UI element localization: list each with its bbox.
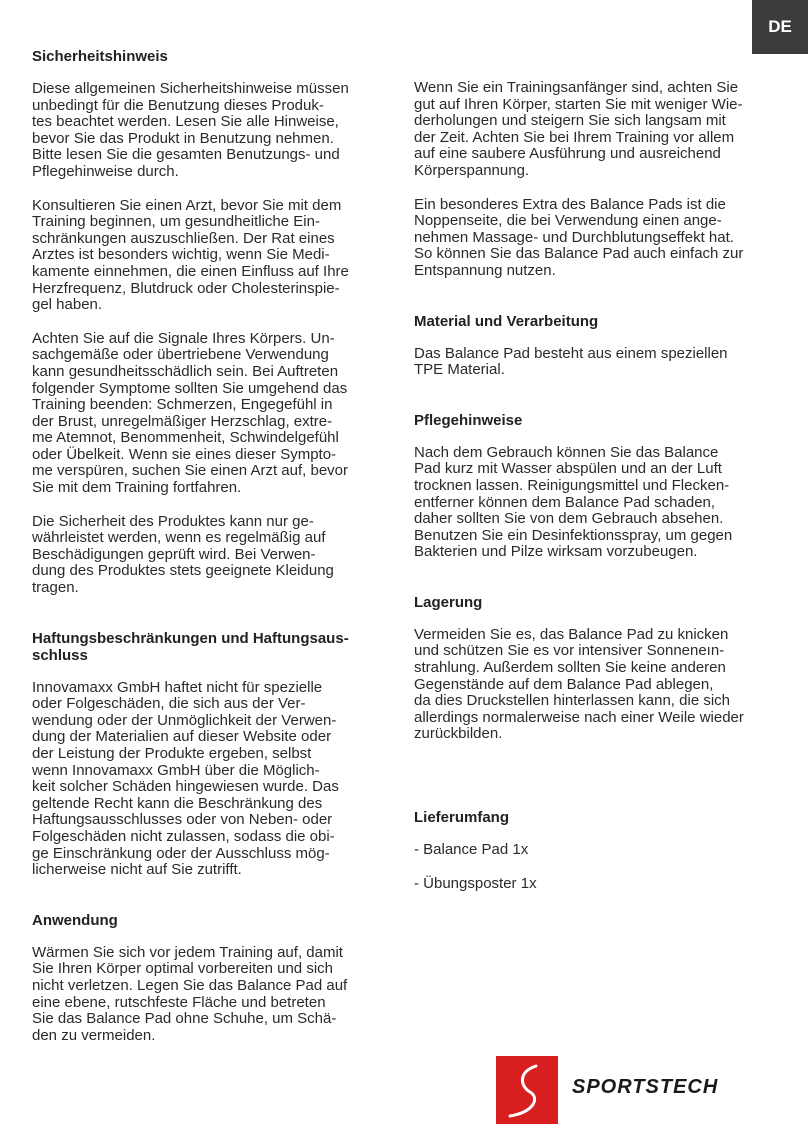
left-column [32, 48, 368, 1044]
heading-anwendung: Anwendung [32, 911, 118, 929]
heading-material: Material und Verarbeitung [414, 312, 599, 330]
language-tab: DE [752, 0, 808, 54]
heading-haftung: Haftungsbeschränkungen und Haftungsaus- schluss [32, 629, 349, 664]
sportstech-logo [496, 1056, 756, 1126]
right-column [414, 80, 750, 892]
list-item: - Balance Pad 1x [414, 841, 529, 859]
paragraph: Vermeiden Sie es, das Balance Pad zu knicken und schützen Sie es vor intensiver Sonneneın- strahlung. Außerdem sollten Sie keine anderen Gegenstände auf dem Balance Pad ablegen, da dies Druckstellen hinterlassen kann, die sich allerdings normalerweise nach einer Weile wieder zurückbilden. [414, 625, 744, 743]
heading-lagerung: Lagerung [414, 593, 483, 611]
paragraph: Achten Sie auf die Signale Ihres Körpers. Un- sachgemäße oder übertriebene Verwendung kann gesundheitsschädlich sein. Bei Auftreten folgender Symptome sollten Sie umgehend das Training beenden: Schmerzen, Engegefühl in der Brust, unregelmäßiger Herzschlag, extre- me Atemnot, Benommenheit, Schwindelgefühl oder Übelkeit. Wenn sie eines dieser Sympto- me verspüren, suchen Sie einen Arzt auf, bevor Sie mit dem Training fortfahren. [32, 329, 349, 497]
paragraph: Konsultieren Sie einen Arzt, bevor Sie mit dem Training beginnen, um gesundheitliche Ein- schränkungen auszuschließen. Der Rat eines Arztes ist besonders wichtig, wenn Sie Medi- kamente einnehmen, die einen Einfluss auf Ihre Herzfrequenz, Blutdruck oder Cholesterinspie- gel haben. [32, 196, 349, 314]
paragraph: Diese allgemeinen Sicherheitshinweise müssen unbedingt für die Benutzung dieses Produk- tes beachtet werden. Lesen Sie alle Hinweise, bevor Sie das Produkt in Benutzung nehmen. Bitte lesen Sie die gesamten Benutzungs- und Pflegehinweise durch. [32, 80, 349, 180]
heading-sicherheit: Sicherheitshinweis [32, 48, 168, 65]
heading-pflege: Pflegehinweise [414, 411, 523, 429]
paragraph: Das Balance Pad besteht aus einem speziellen TPE Material. [414, 344, 728, 379]
paragraph: Nach dem Gebrauch können Sie das Balance Pad kurz mit Wasser abspülen und an der Luft trocknen lassen. Reinigungsmittel und Flecken- entferner können dem Balance Pad schaden, daher sollten Sie von dem Gebrauch absehen. Benutzen Sie ein Desinfektionsspray, um gegen Bakterien und Pilze wirksam vorzubeugen. [414, 443, 733, 561]
paragraph: Ein besonderes Extra des Balance Pads ist die Noppenseite, die bei Verwendung einen ange- nehmen Massage- und Durchblutungseffekt hat. So können Sie das Balance Pad auch einfach zur Entspannung nutzen. [414, 195, 744, 279]
logo-wordmark: SPORTSTECH [572, 1076, 719, 1098]
heading-lieferumfang: Lieferumfang [414, 809, 510, 827]
paragraph: Die Sicherheit des Produktes kann nur ge- währleistet werden, wenn es regelmäßig auf Beschädigungen geprüft wird. Bei Verwen- dung des Produktes stets geeignete Kleidung tragen. [32, 512, 334, 597]
paragraph: Wärmen Sie sich vor jedem Training auf, damit Sie Ihren Körper optimal vorbereiten und sich nicht verletzen. Legen Sie das Balance Pad auf eine ebene, rutschfeste Fläche und betreten Sie das Balance Pad ohne Schuhe, um Schä- den zu vermeiden. [32, 943, 348, 1044]
paragraph: Wenn Sie ein Trainingsanfänger sind, achten Sie gut auf Ihren Körper, starten Sie mit weniger Wie- derholungen und steigern Sie sich langsam mit der Zeit. Achten Sie bei Ihrem Training vor allem auf eine saubere Ausführung und ausreichend Körperspannung. [414, 79, 743, 179]
brand-mark-icon [496, 1056, 558, 1124]
paragraph: Innovamaxx GmbH haftet nicht für spezielle oder Folgeschäden, die sich aus der Ver- wendung oder der Unmöglichkeit der Verwen- dung der Materialien auf dieser Website oder der Leistung der Produkte ergeben, selbst wenn Innovamaxx GmbH über die Möglich- keit solcher Schäden hingewiesen wurde. Das geltende Recht kann die Beschränkung des Haftungsausschlusses oder von Neben- oder Folgeschäden nicht zulassen, sodass die obi- ge Einschränkung oder der Ausschluss mög- licherweise nicht auf Sie zutrifft. [32, 678, 339, 879]
list-item: - Übungsposter 1x [414, 874, 537, 892]
